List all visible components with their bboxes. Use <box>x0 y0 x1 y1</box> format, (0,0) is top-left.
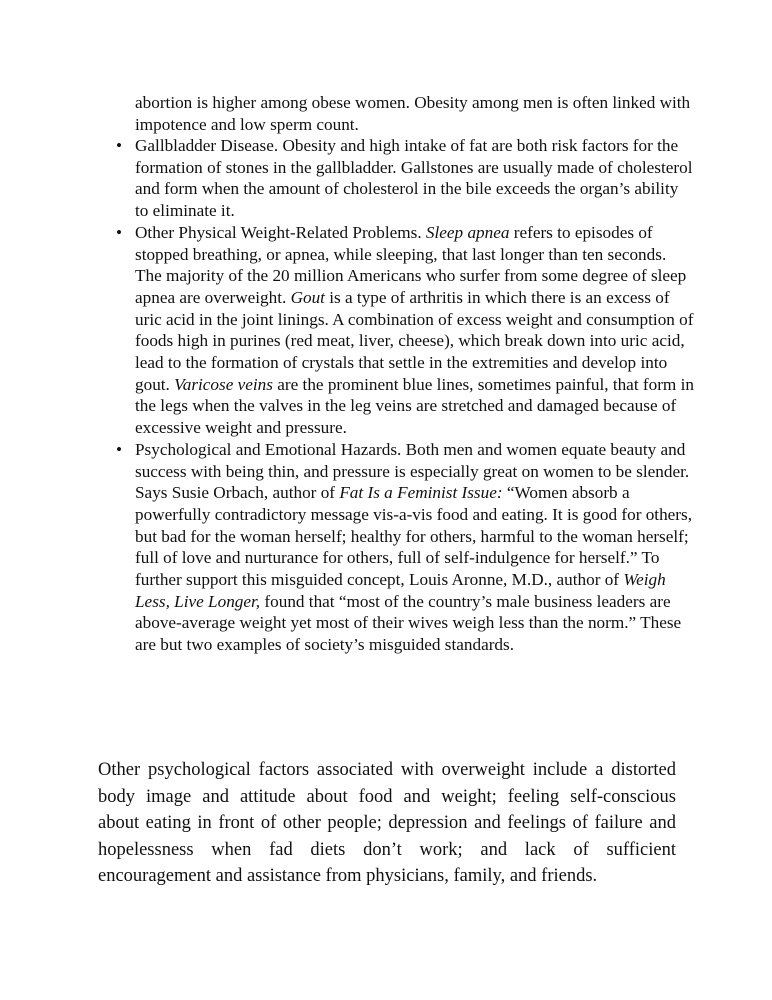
italic-book-title: Fat Is a Feminist Issue: <box>339 483 503 503</box>
bullet-text <box>135 223 694 437</box>
text-run: Psychological and Emotional Hazards. Both men and women equate beauty and success with being thin, and pressure is especially great on women to be slender. Says Susie Orbach, author of <box>135 439 690 503</box>
paragraph-line: body image and attitude about food and weight; feeling self-conscious <box>98 786 676 807</box>
list-item <box>115 439 695 656</box>
list-item <box>115 222 695 439</box>
text-run: refers to episodes of stopped breathing, or apnea, while sleeping, that last longer than ten seconds. The majority of the 20 million Americans who surfer from some degree of sleep apnea are overweight. <box>135 222 687 307</box>
paragraph-line: Other psychological factors associated with overweight include a distorted <box>98 760 676 780</box>
paragraph-line: about eating in front of other people; depression and feelings of failure and <box>98 813 676 834</box>
italic-term: Sleep apnea <box>425 222 510 242</box>
paragraph-line: hopelessness when fad diets don’t work; and lack of sufficient <box>98 839 676 860</box>
italic-term: Gout <box>290 287 325 307</box>
closing-paragraph <box>98 757 676 890</box>
paragraph-line: encouragement and assistance from physicians, family, and friends. <box>98 866 598 887</box>
bullet-text <box>135 440 692 654</box>
continued-bullet-text: abortion is higher among obese women. Obesity among men is often linked with impotence and low sperm count. <box>135 93 691 134</box>
bullet-icon: • <box>115 439 123 459</box>
text-run: is a type of arthritis in which there is an excess of uric acid in the joint linings. A combination of excess weight and consumption of foods high in purines (red meat, liver, cheese), which break down into uric acid, lead to the formation of crystals that settle in the extremities and develop into gout. <box>135 287 694 394</box>
bullet-text <box>135 136 693 220</box>
italic-book-title: Weigh Less, Live Longer, <box>135 570 666 611</box>
bullet-icon: • <box>115 136 123 155</box>
italic-term: Varicose veins <box>174 374 273 394</box>
bullet-list <box>115 135 695 656</box>
text-run: are the prominent blue lines, sometimes painful, that form in the legs when the valves in the leg veins are stretched and damaged because of excessive weight and pressure. <box>135 374 694 438</box>
text-run: “Women absorb a powerfully contradictory message vis-a-vis food and eating. It is good for others, but bad for the woman herself; healthy for others, harmful to the woman herself; full of love and nurturance for others, full of self-indulgence for herself.” To further support this misguided concept, Louis Aronne, M.D., author of <box>135 483 693 590</box>
text-run: found that “most of the country’s male business leaders are above-average weight yet most of their wives weigh less than the norm.” These are but two examples of society’s misguided standards. <box>135 591 682 655</box>
bullet-icon: • <box>115 222 123 242</box>
text-run: Gallbladder Disease. Obesity and high intake of fat are both risk factors for the formation of stones in the gallbladder. Gallstones are usually made of cholesterol and form when the amount of cholesterol in the bile exceeds the organ’s ability to eliminate it. <box>135 136 693 221</box>
list-item <box>115 135 695 222</box>
text-run: Other Physical Weight-Related Problems. <box>135 222 426 242</box>
